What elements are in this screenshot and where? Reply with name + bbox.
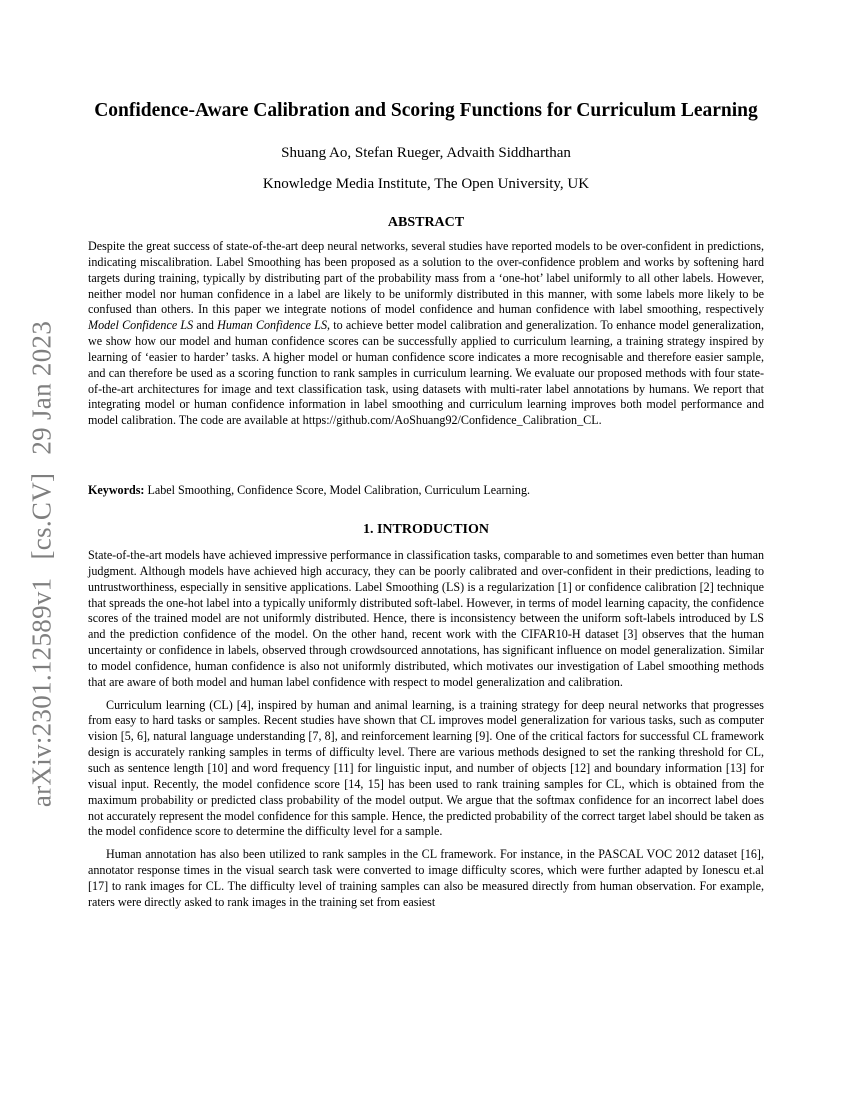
keywords-text: Label Smoothing, Confidence Score, Model Calibration, Curriculum Learning. (147, 483, 531, 497)
abstract-text-3: , to achieve better model calibration and generalization. To enhance model generalization, we show how our model and human confidence scores can be successfully applied to curriculum learning, a training strategy inspired by learning of ‘easier to harder’ tasks. A higher model or human confidence score indicates a more recognisable and therefore easier sample, and can therefore be used as a scoring function to rank samples in curriculum learning. We evaluate our proposed methods with four state-of-the-art architectures for image and text classification task, using datasets with multi-rater label annotations by humans. We report that integrating model or human confidence information in label smoothing and curriculum learning improves both model performance and model calibration. The code are available at https://github.com/AoShuang92/Confidence_Calibration_CL. (88, 318, 764, 428)
intro-paragraph-1: State-of-the-art models have achieved impressive performance in classification tasks, comparable to and sometimes even better than human judgment. Although models have achieved high accuracy, they can be poorly calibrated and over-confident in their predictions, leading to untrustworthiness, especially in sensitive applications. Label Smoothing (LS) is a regularization [1] or confidence calibration [2] technique that spreads the one-hot label into a typically uniformly distributed soft-label. However, in terms of model learning capacity, the confidence scores of the trained model are not uniformly distributed. Hence, there is inconsistency between the uniform soft-labels introduced by LS and the prediction confidence of the model. On the other hand, recent work with the CIFAR10-H dataset [3] observes that the human uncertainty or confidence in labels, observed through crowdsourced annotations, has significant influence on model generalization. Similar to model confidence, human confidence is also not uniformly distributed, which motivates our investigation of Label smoothing methods that are aware of both model and human label confidence with respect to model generalization and calibration. (88, 548, 764, 689)
arxiv-category: [cs.CV] (26, 472, 57, 560)
paper-title: Confidence-Aware Calibration and Scoring Functions for Curriculum Learning (94, 100, 758, 121)
paper-affiliation: Knowledge Media Institute, The Open University, UK (262, 176, 590, 192)
abstract-body (88, 239, 764, 429)
introduction-body (88, 548, 764, 918)
abstract-heading: ABSTRACT (387, 215, 465, 230)
keywords-line (88, 483, 764, 498)
abstract-text-2: and (193, 318, 218, 333)
abstract-term-human-confidence-ls: Human Confidence LS (217, 318, 328, 333)
section-heading-introduction: 1. INTRODUCTION (362, 522, 489, 537)
abstract-term-model-confidence-ls: Model Confidence LS (88, 318, 194, 333)
intro-paragraph-3: Human annotation has also been utilized to rank samples in the CL framework. For instance, in the PASCAL VOC 2012 dataset [16], annotator response times in the visual search task were converted to image difficulty scores, which were further adapted by Ionescu et.al [17] to rank images for CL. The difficulty level of training samples can also be measured directly from human observation. For example, raters were directly asked to rank images in the training set from easiest (88, 847, 764, 909)
arxiv-id: arXiv:2301.12589v1 (26, 577, 57, 808)
keywords-label: Keywords: (88, 483, 145, 497)
arxiv-stamp (27, 303, 58, 807)
arxiv-date: 29 Jan 2023 (26, 320, 57, 455)
intro-paragraph-2: Curriculum learning (CL) [4], inspired by human and animal learning, is a training strategy for deep neural networks that progresses from easy to hard tasks or samples. Recent studies have shown that CL improves model generalization for various tasks, such as computer vision [5, 6], natural language understanding [7, 8], and reinforcement learning [9]. One of the critical factors for successful CL framework design is accurately ranking samples in terms of difficulty level. There are various methods designed to set the ranking threshold for CL, such as sentence length [10] and word frequency [11] for linguistic input, and number of objects [12] and boundary information [13] for visual input. Recently, the model confidence score [14, 15] has been used to rank training samples for CL, which is obtained from the maximum probability or predicted class probability of the model output. We argue that the softmax confidence for an incorrect label does not accurately represent the model confidence for this sample. Hence, the predicted probability of the correct target label should be taken as the model confidence score to determine the difficulty level for a sample. (88, 697, 764, 839)
abstract-text-1: Despite the great success of state-of-the-art deep neural networks, several studies have reported models to be over-confident in predictions, indicating miscalibration. Label Smoothing has been proposed as a solution to the over-confidence problem and works by softening hard targets during training, typically by distributing part of the probability mass from a ‘one-hot’ label uniformly to all other labels. However, neither model nor human confidence in a label are likely to be uniformly distributed in this manner, with some labels more likely to be confused than others. In this paper we integrate notions of model confidence and human confidence with label smoothing, respectively (88, 239, 764, 317)
paper-authors: Shuang Ao, Stefan Rueger, Advaith Siddharthan (281, 145, 571, 161)
